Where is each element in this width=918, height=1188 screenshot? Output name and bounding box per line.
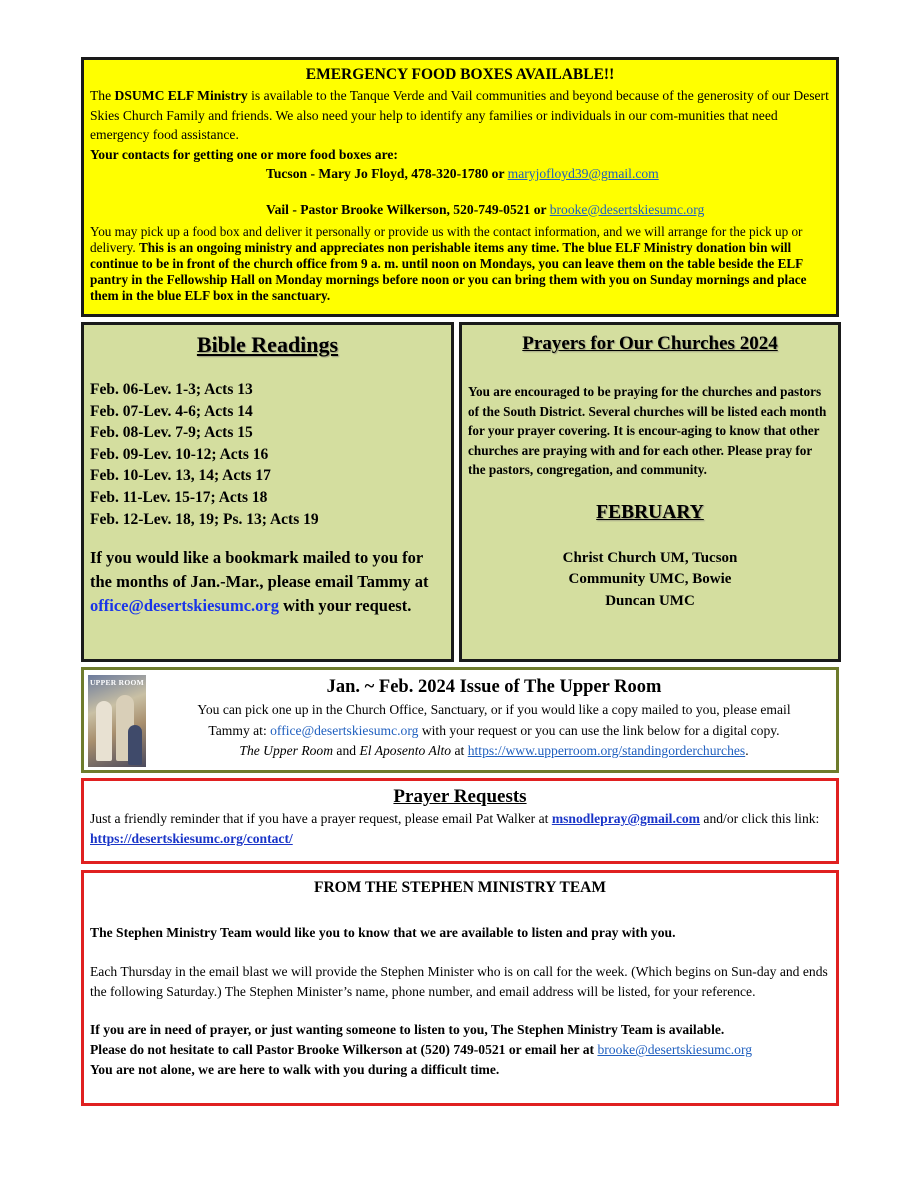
bible-readings-title: Bible Readings bbox=[196, 332, 339, 357]
upper-room-title: Jan. ~ Feb. 2024 Issue of The Upper Room bbox=[326, 677, 662, 697]
reading-item: Feb. 09-Lev. 10-12; Acts 16 bbox=[90, 445, 269, 463]
food-box-intro: The DSUMC ELF Ministry is available to the Tanque Verde and Vail communities and beyond because of the generosity of our Desert Skies Church Family and friends. We also need your help to identify any families or individuals in our com-munities that need emergency food assistance. bbox=[90, 88, 829, 142]
reading-item: Feb. 11-Lev. 15-17; Acts 18 bbox=[90, 488, 268, 506]
church-prayers-month: FEBRUARY bbox=[596, 501, 704, 523]
church-item: Duncan UMC bbox=[605, 592, 695, 609]
bible-readings-section bbox=[81, 322, 454, 662]
church-prayers-body: You are encouraged to be praying for the churches and pastors of the South District. Several churches will be listed each month for your prayer covering. It is encour-aging to know that other churches are praying with and for each other. Please pray for the pastors, congregation, and community. bbox=[468, 384, 827, 477]
upper-room-section bbox=[81, 667, 839, 773]
church-prayers-section bbox=[459, 322, 841, 662]
cover-figure bbox=[128, 725, 142, 765]
church-item: Community UMC, Bowie bbox=[568, 571, 732, 588]
upper-room-url-link[interactable]: https://www.upperroom.org/standingorderchurches bbox=[467, 743, 746, 758]
contacts-heading: Your contacts for getting one or more food boxes are: bbox=[90, 146, 398, 162]
upper-room-line1: You can pick one up in the Church Office, Sanctuary, or if you would like a copy mailed to you, please email bbox=[197, 702, 791, 717]
upper-room-line3: The Upper Room and El Aposento Alto at https://www.upperroom.org/standingorderchurches. bbox=[239, 743, 749, 758]
church-list bbox=[468, 548, 832, 613]
contact-tucson: Tucson - Mary Jo Floyd, 478-320-1780 or maryjofloyd39@gmail.com bbox=[266, 166, 659, 181]
contact-vail-email-link[interactable]: brooke@desertskiesumc.org bbox=[549, 201, 705, 217]
contact-page-link[interactable]: https://desertskiesumc.org/contact/ bbox=[90, 831, 293, 846]
stephen-ministry-section bbox=[81, 870, 839, 1106]
prayer-email-link[interactable]: msnodlepray@gmail.com bbox=[551, 811, 701, 826]
prayer-requests-section bbox=[81, 778, 839, 864]
stephen-paragraph-1: The Stephen Ministry Team would like you to know that we are available to listen and pray with you. bbox=[90, 925, 676, 940]
stephen-email-link[interactable]: brooke@desertskiesumc.org bbox=[597, 1042, 753, 1058]
prayer-requests-title: Prayer Requests bbox=[393, 786, 527, 807]
cover-figure bbox=[96, 701, 112, 761]
stephen-ministry-title: FROM THE STEPHEN MINISTRY TEAM bbox=[314, 879, 606, 896]
bible-readings-list bbox=[90, 379, 445, 530]
reading-item: Feb. 08-Lev. 7-9; Acts 15 bbox=[90, 424, 253, 442]
contact-tucson-email-link[interactable]: maryjofloyd39@gmail.com bbox=[507, 166, 659, 181]
stephen-paragraph-3: If you are in need of prayer, or just wanting someone to listen to you, The Stephen Ministry Team is available. Please do not hesitate to call Pastor Brooke Wilkerson at (520) 749-0521 or email her at brooke@desertskiesumc.org You are not alone, we are here to walk with you during a difficult time. bbox=[90, 1022, 753, 1077]
church-item: Christ Church UM, Tucson bbox=[562, 549, 738, 566]
reading-item: Feb. 12-Lev. 18, 19; Ps. 13; Acts 19 bbox=[90, 510, 319, 528]
upper-room-email-link[interactable]: office@desertskiesumc.org bbox=[270, 722, 419, 738]
upper-room-cover-title: UPPER ROOM bbox=[89, 678, 145, 687]
reading-item: Feb. 07-Lev. 4-6; Acts 14 bbox=[90, 402, 253, 420]
church-prayers-title: Prayers for Our Churches 2024 bbox=[522, 333, 778, 354]
food-box-section bbox=[81, 57, 839, 317]
prayer-requests-text: Just a friendly reminder that if you have a prayer request, please email Pat Walker at msnodlepray@gmail.com and/or click this link: https://desertskiesumc.org/contact/ bbox=[90, 811, 820, 846]
contact-vail: Vail - Pastor Brooke Wilkerson, 520-749-0521 or brooke@desertskiesumc.org bbox=[266, 201, 705, 217]
reading-item: Feb. 06-Lev. 1-3; Acts 13 bbox=[90, 381, 253, 398]
upper-room-content bbox=[154, 674, 834, 762]
food-box-title: EMERGENCY FOOD BOXES AVAILABLE!! bbox=[305, 66, 615, 83]
reading-item: Feb. 10-Lev. 13, 14; Acts 17 bbox=[90, 467, 271, 485]
food-box-details: You may pick up a food box and deliver it personally or provide us with the contact information, and we will arrange for the pick up or delivery. This is an ongoing ministry and appreciates non perishable items any time. The blue ELF Ministry donation bin will continue to be in front of the church office from 9 a. m. until noon on Mondays, you can leave them on the table beside the ELF pantry in the Fellowship Hall on Monday mornings before noon or you can bring them with you on Sunday mornings and place them in the blue ELF box in the sanctuary. bbox=[90, 224, 807, 303]
office-email-link[interactable]: office@desertskiesumc.org bbox=[90, 595, 280, 615]
bookmark-note: If you would like a bookmark mailed to you for the months of Jan.-Mar., please email Tammy at office@desertskiesumc.org with your request. bbox=[90, 548, 429, 615]
stephen-paragraph-2: Each Thursday in the email blast we will provide the Stephen Minister who is on call for the week. (Which begins on Sun-day and ends the following Saturday.) The Stephen Minister’s name, phone number, and email address will be listed, for your reference. bbox=[90, 963, 828, 999]
upper-room-cover-image bbox=[88, 675, 146, 767]
upper-room-line2: Tammy at: office@desertskiesumc.org with your request or you can use the link below for a digital copy. bbox=[208, 722, 780, 738]
ministry-name: DSUMC ELF Ministry bbox=[114, 88, 248, 103]
